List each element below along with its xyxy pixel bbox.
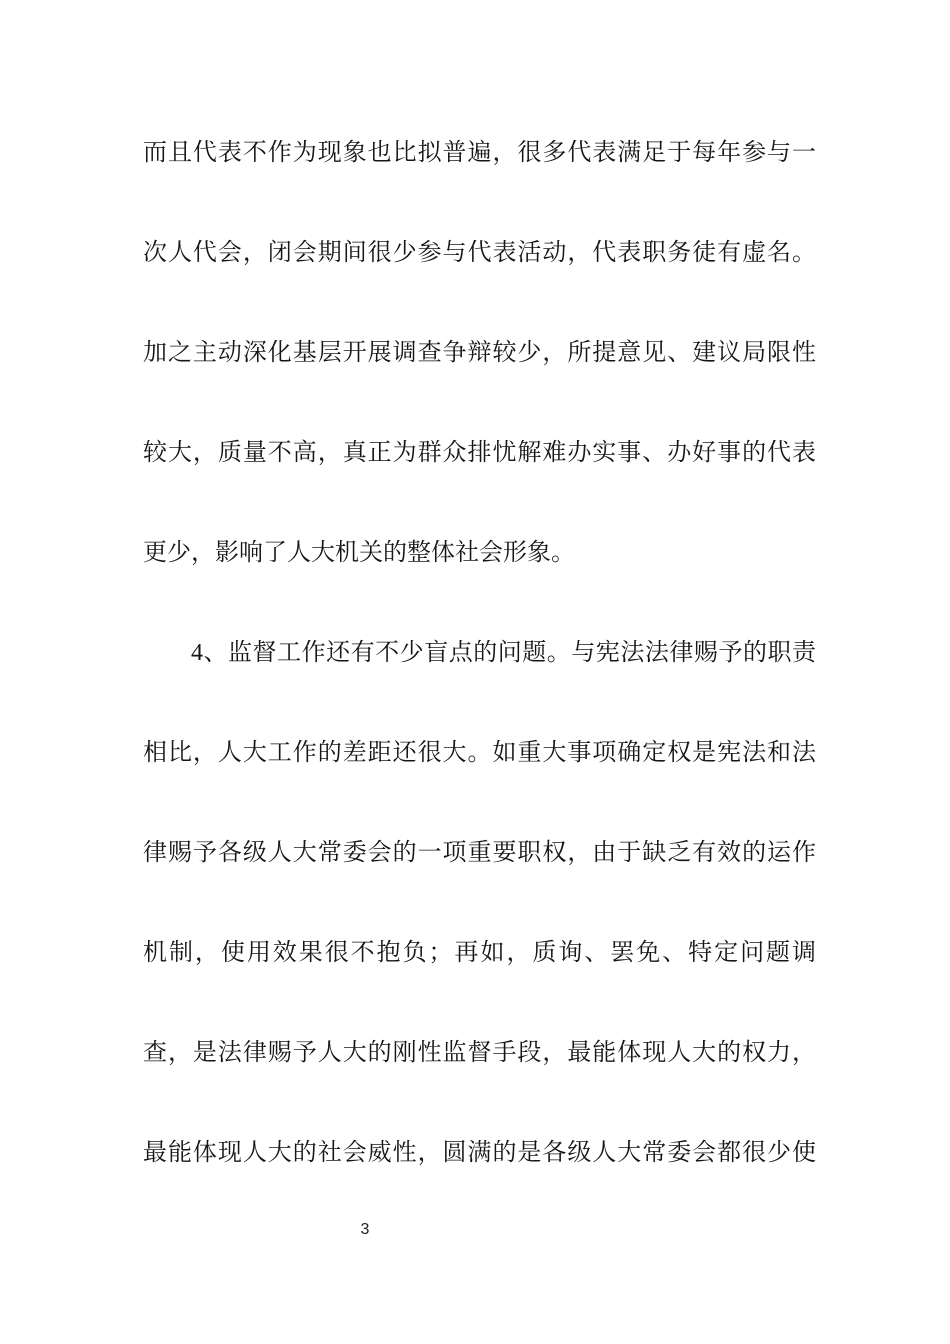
document-body — [143, 103, 816, 1203]
text-line: 次人代会，闭会期间很少参与代表活动，代表职务徒有虚名。 — [143, 240, 816, 266]
text-line: 机制，使用效果很不抱负；再如，质询、罢免、特定问题调 — [143, 940, 816, 966]
text-line-paragraph-end: 更少，影响了人大机关的整体社会形象。 — [143, 540, 575, 566]
text-line: 查，是法律赐予人大的刚性监督手段，最能体现人大的权力， — [143, 1040, 816, 1066]
text-line: 相比，人大工作的差距还很大。如重大事项确定权是宪法和法 — [143, 740, 816, 766]
text-line: 加之主动深化基层开展调查争辩较少，所提意见、建议局限性 — [143, 340, 816, 366]
text-line: 较大，质量不高，真正为群众排忧解难办实事、办好事的代表 — [143, 440, 816, 466]
text-line: 律赐予各级人大常委会的一项重要职权，由于缺乏有效的运作 — [143, 840, 816, 866]
text-line: 而且代表不作为现象也比拟普遍，很多代表满足于每年参与一 — [143, 140, 816, 166]
page-number: 3 — [360, 1221, 370, 1238]
text-line-paragraph-start: 4、监督工作还有不少盲点的问题。与宪法法律赐予的职责 — [191, 640, 816, 666]
text-line: 最能体现人大的社会威性，圆满的是各级人大常委会都很少使 — [143, 1140, 816, 1166]
